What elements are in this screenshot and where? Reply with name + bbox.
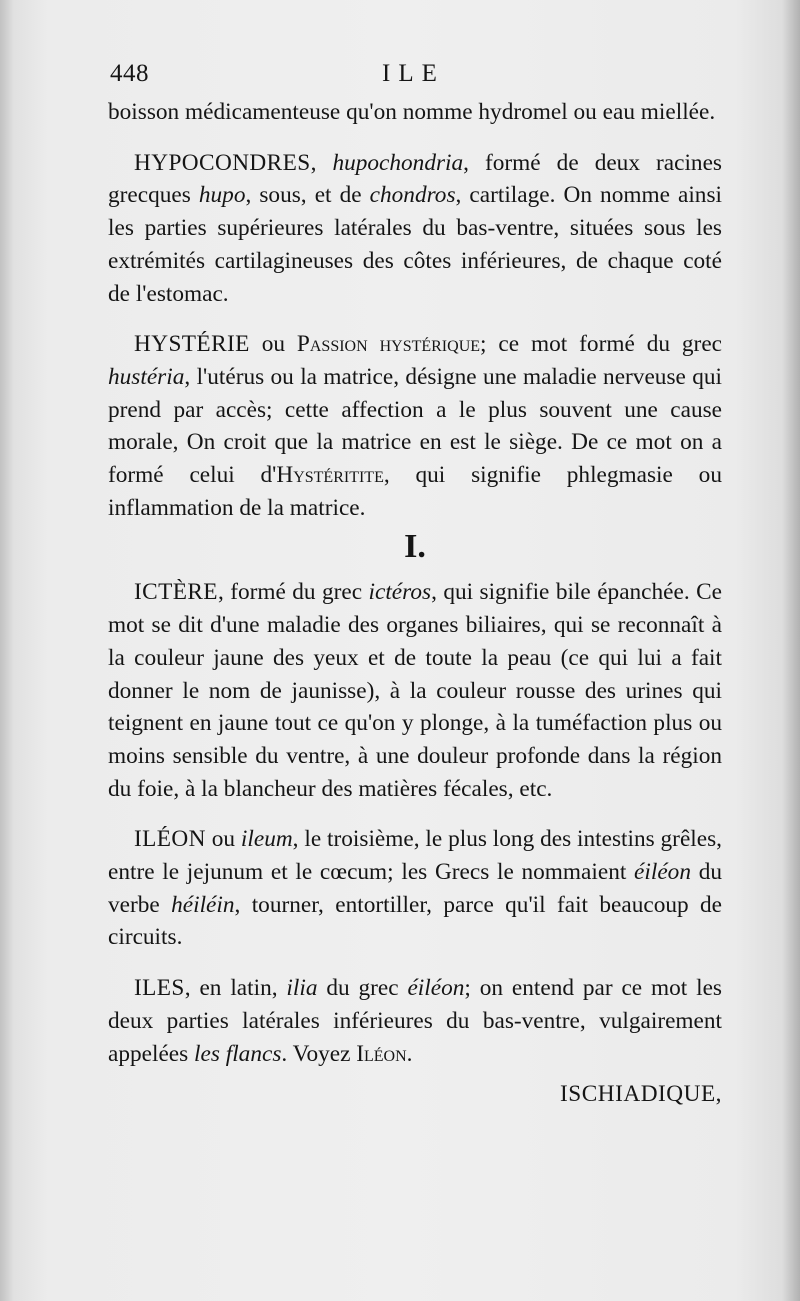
entry-italic: éiléon — [407, 975, 465, 1002]
entry-italic: chondros — [369, 182, 456, 209]
entry-hysterie — [108, 328, 722, 524]
page-body — [108, 96, 722, 1111]
entry-text: , en latin, — [184, 975, 287, 1002]
entry-gap — [108, 310, 722, 328]
running-head: ILE — [382, 60, 445, 87]
entry-italic: ictéros — [368, 579, 432, 606]
entry-text: ou — [205, 826, 241, 853]
entry-text: ; on entend par ce mot les deux parties latérales inférieures du bas-ventre, vulgairement appelées — [108, 975, 722, 1067]
page-gutter-shadow — [0, 0, 14, 1301]
entry-hypocondres — [108, 147, 722, 311]
entry-text: , formé de deux racines grecques — [108, 149, 722, 209]
entry-italic: hustéria — [108, 363, 185, 390]
entry-text: , tourner, entortiller, parce qu'il fait beaucoup de circuits. — [108, 891, 722, 951]
entry-italic: hupochondria — [332, 149, 464, 176]
entry-italic: hupo — [198, 182, 246, 209]
entry-gap — [108, 805, 722, 823]
catchword: ISCHIADIQUE, — [560, 1081, 722, 1108]
entry-ictere — [108, 576, 722, 805]
entry-headword: ICTÈRE — [134, 579, 218, 606]
entry-italic: héiléin — [171, 891, 235, 918]
entry-headword: ILÉON — [134, 826, 206, 853]
entry-text: du verbe — [108, 859, 722, 918]
entry-iles — [108, 972, 722, 1070]
entry-text: ; ce mot formé du grec — [480, 331, 722, 358]
entry-gap — [108, 129, 722, 147]
entry-headword: HYSTÉRIE — [134, 331, 250, 358]
entry-smallcaps: Hystéritite — [276, 462, 384, 489]
entry-text: ou — [249, 331, 297, 358]
entry-text: . Voyez — [281, 1040, 357, 1067]
entry-italic: ileum — [240, 826, 293, 853]
entry-headword: ILES — [134, 975, 185, 1002]
entry-smallcaps: Iléon — [356, 1040, 407, 1067]
entry-italic: éiléon — [634, 859, 691, 886]
entry-text: . — [406, 1040, 413, 1067]
entry-ileon — [108, 823, 722, 954]
entry-text: , formé du grec — [217, 579, 369, 606]
continuation-text: boisson médicamenteuse qu'on nomme hydromel ou eau miellée. — [108, 99, 716, 125]
entry-italic: les flancs — [194, 1040, 282, 1067]
entry-text: , — [310, 149, 333, 176]
entry-text: , l'utérus ou la matrice, désigne une maladie nerveuse qui prend par accès; cette affection a le plus souvent une cause morale, On croit que la matrice en est le siège. De ce mot on a formé celui d' — [108, 363, 722, 489]
entry-text: , cartilage. On nomme ainsi les parties supérieures latérales du bas-ventre, situées sous les extrémités cartilagineuses des côtes inférieures, de chaque coté de l'estomac. — [108, 182, 722, 307]
page-header — [110, 60, 720, 96]
letter-section-heading: I. — [404, 528, 426, 566]
entry-italic: ilia — [286, 975, 318, 1002]
entry-text: , le troisième, le plus long des intestins grêles, entre le jejunum et le cœcum; les Grecs le nommaient — [108, 826, 722, 886]
entry-gap — [108, 954, 722, 972]
entry-text: , sous, et de — [245, 182, 370, 209]
entry-headword: HYPOCONDRES — [134, 149, 311, 176]
entry-text: , qui signifie phlegmasie ou inflammation de la matrice. — [108, 462, 722, 521]
entry-text: , qui signifie bile épanchée. Ce mot se dit d'une maladie des organes biliaires, qui se reconnaît à la couleur jaune des yeux et de toute la peau (ce qui lui a fait donner le nom de jaunisse), à la couleur rousse des urines qui teignent en jaune tout ce qu'on y plonge, à la tuméfaction plus ou moins sensible du ventre, à une douleur profonde dans la région du foie, à la blancheur des matières fécales, etc. — [108, 579, 722, 802]
entry-smallcaps: Passion hystérique — [296, 331, 481, 358]
page-number: 448 — [110, 60, 149, 87]
entry-text: du grec — [317, 975, 408, 1002]
page-edge-shadow — [782, 0, 800, 1301]
entry-continuation — [108, 96, 722, 129]
